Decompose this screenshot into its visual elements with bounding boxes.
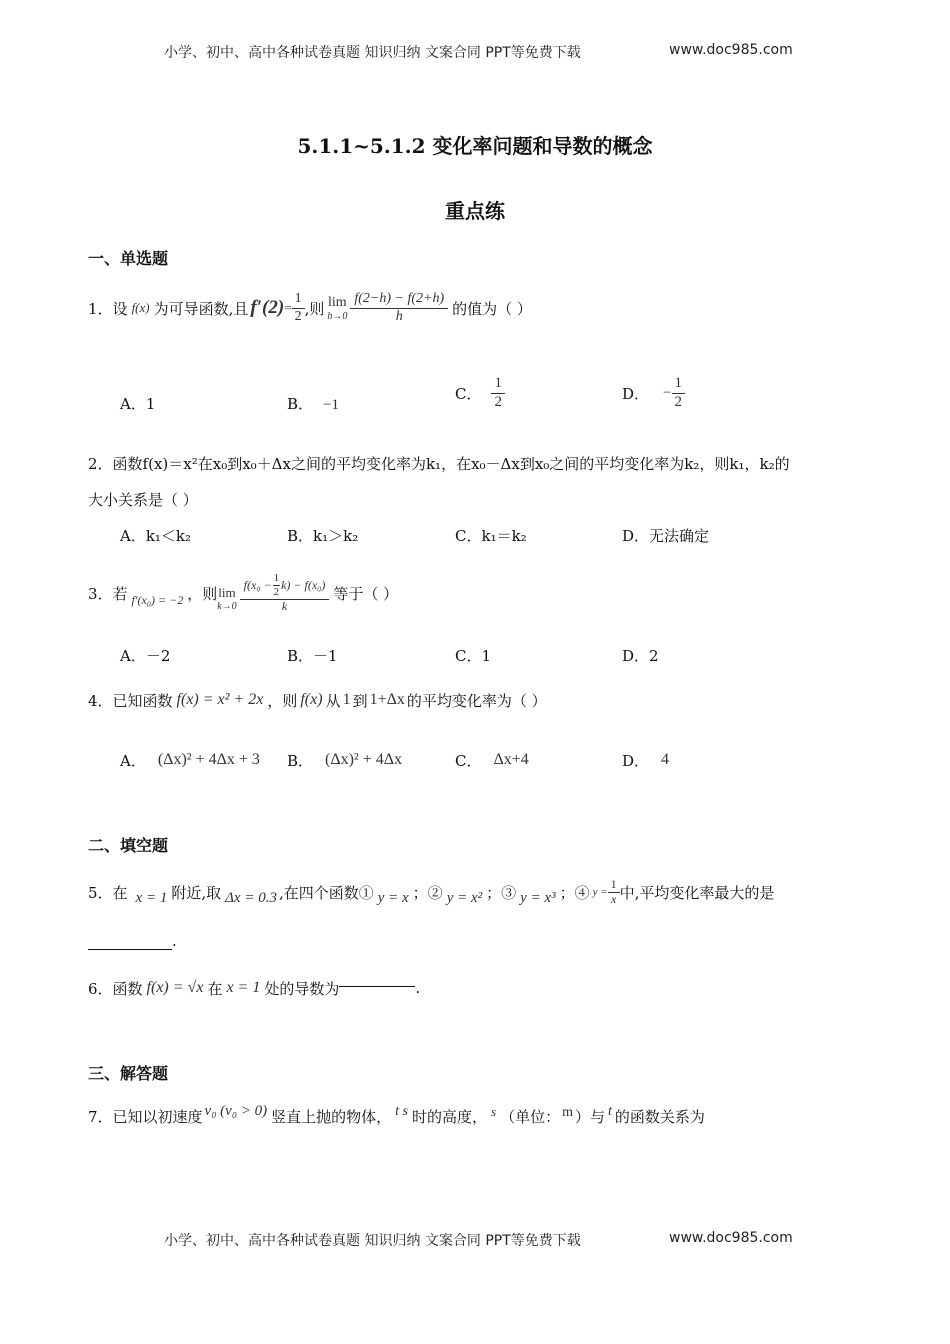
section-heading-fill-in: 二、填空题 [88, 836, 169, 855]
q7-s: s [491, 1104, 497, 1119]
q1-text: ,则 [304, 299, 325, 318]
q4-from: 1 [342, 691, 351, 708]
q1-limit [327, 295, 347, 322]
option-sign: − [663, 384, 672, 401]
q5-number: 5．在 [88, 883, 128, 902]
page-title: 5.1.1~5.1.2 变化率问题和导数的概念 [297, 134, 653, 158]
q1-half-num: 1 [292, 291, 305, 308]
q7-text: 竖直上抛的物体， [271, 1107, 392, 1126]
option-value: −1 [323, 397, 339, 413]
q3-num-part: k) − f(x₀) [281, 577, 326, 592]
q1-text: 为可导函数,且 [153, 299, 249, 318]
q3-option-c[interactable]: C．1 [455, 647, 492, 665]
q6-function: f(x) = √x [146, 979, 204, 996]
option-label: A． [120, 751, 146, 770]
option-value: 1 [145, 395, 156, 413]
q3-main-fraction [240, 572, 330, 613]
question-1 [88, 280, 532, 336]
q6-text: 在 [207, 979, 223, 998]
option-value: 4 [661, 751, 670, 768]
q1-half-den: 2 [294, 308, 302, 324]
q4-option-a[interactable] [120, 742, 260, 778]
q6-end: . [415, 979, 421, 997]
option-label: D． [622, 384, 650, 403]
fraction-num: 1 [273, 572, 280, 585]
option-fraction [491, 375, 505, 411]
option-label: D． [622, 751, 650, 770]
q2-option-c[interactable]: C．k₁＝k₂ [455, 527, 527, 545]
q1-option-c[interactable] [455, 370, 505, 416]
q1-main-fraction [350, 291, 448, 324]
q3-frac-den: k [281, 598, 288, 613]
fraction-num: 1 [491, 375, 505, 393]
q3-num-half [273, 572, 281, 598]
q7-text: ）与 [575, 1107, 606, 1126]
q7-number: 7．已知以初速度 [88, 1107, 203, 1126]
q4-option-c[interactable] [455, 742, 529, 778]
q3-lim: lim [218, 584, 236, 600]
q4-option-d[interactable] [622, 742, 669, 778]
option-value: Δx+4 [493, 751, 529, 768]
q1-frac-num: f(2−h) − f(2+h) [350, 291, 448, 308]
question-5 [88, 866, 774, 918]
q5-end: . [172, 932, 177, 950]
q4-option-b[interactable] [287, 742, 402, 778]
fraction-num: 1 [608, 878, 620, 893]
q1-half-fraction [292, 291, 305, 324]
q5-answer-line [88, 932, 177, 950]
q1-frac-den: h [395, 308, 403, 324]
q3-text: 等于（ ） [333, 584, 399, 603]
q2-option-d[interactable]: D．无法确定 [622, 527, 710, 545]
q5-text: 附近,取 [171, 883, 222, 902]
q7-unit: m [562, 1105, 573, 1120]
q1-equals: = [284, 300, 292, 315]
q7-text: 的函数关系为 [614, 1107, 705, 1126]
q5-f4-lhs: y = [592, 886, 608, 898]
option-fraction [672, 375, 686, 411]
question-4 [88, 680, 547, 720]
option-value: (Δx)² + 4Δx [325, 751, 403, 768]
fraction-den: x [610, 891, 617, 906]
q3-number: 3．若 [88, 584, 128, 603]
q3-text: ，则 [187, 584, 218, 603]
q5-text: ；② [412, 883, 443, 902]
q2-option-b[interactable]: B．k₁＞k₂ [287, 527, 359, 545]
fraction-num: 1 [672, 375, 686, 393]
q7-text: 时的高度， [412, 1107, 488, 1126]
section-heading-solution: 三、解答题 [88, 1064, 169, 1083]
q5-answer-blank[interactable] [88, 948, 172, 950]
q5-dx: Δx = 0.3 [225, 889, 277, 906]
q7-ts: t s [395, 1104, 409, 1119]
q2-option-a[interactable]: A．k₁＜k₂ [120, 527, 192, 545]
footer-text: 小学、初中、高中各种试卷真题 知识归纳 文案合同 PPT等免费下载 [164, 1233, 581, 1249]
q6-text: 处的导数为 [264, 979, 340, 998]
fraction-den: 2 [494, 393, 502, 410]
option-label: B． [287, 395, 314, 413]
q5-text: 中,平均变化率最大的是 [619, 883, 775, 902]
q1-text: 的值为（ ） [452, 299, 532, 318]
q6-answer-blank[interactable] [339, 985, 415, 987]
q7-v0: v₀ (v₀ > 0) [204, 1102, 268, 1119]
q3-option-d[interactable]: D．2 [622, 647, 659, 665]
q1-option-b[interactable] [287, 393, 339, 414]
q4-number: 4．已知函数 [88, 691, 173, 710]
q3-frac-num [240, 572, 330, 599]
header-text: 小学、初中、高中各种试卷真题 知识归纳 文案合同 PPT等免费下载 [164, 45, 581, 61]
question-2-line-2: 大小关系是（ ） [88, 491, 198, 509]
q7-t: t [608, 1104, 612, 1119]
q7-text: （单位： [500, 1107, 561, 1126]
q3-option-a[interactable]: A．－2 [120, 647, 171, 665]
option-label: C． [455, 751, 482, 770]
fraction-den: 2 [273, 586, 280, 599]
q4-function: f(x) = x² + 2x [176, 691, 264, 708]
fraction-den: 2 [674, 393, 682, 410]
q5-f2: y = x² [446, 889, 483, 906]
q5-text: ；③ [486, 883, 517, 902]
q1-fx: f(x) [131, 300, 150, 315]
q4-text: 到 [352, 691, 368, 710]
option-label: C． [455, 384, 482, 403]
q1-number: 1． [88, 299, 113, 318]
footer-website-link[interactable]: www.doc985.com [669, 1230, 793, 1246]
page-subtitle: 重点练 [445, 199, 505, 223]
q4-text: 从 [325, 691, 341, 710]
option-label: B． [287, 751, 314, 770]
q3-limit [217, 575, 236, 612]
q1-option-d[interactable] [622, 370, 685, 416]
option-value: (Δx)² + 4Δx + 3 [157, 751, 260, 768]
q3-lim-sub: k→0 [217, 600, 237, 612]
q4-text: ，则 [267, 691, 298, 710]
q5-text: ,在四个函数① [278, 883, 374, 902]
header-website-link[interactable]: www.doc985.com [669, 42, 793, 58]
q1-option-a[interactable] [120, 393, 155, 414]
q4-to: 1+Δx [369, 691, 405, 708]
q5-f1: y = x [377, 889, 409, 906]
q4-text: 的平均变化率为（ ） [406, 691, 547, 710]
q6-number: 6．函数 [88, 979, 143, 998]
option-label: A． [120, 395, 146, 413]
q1-text: 设 [112, 299, 128, 318]
q6-x1: x = 1 [226, 979, 261, 996]
question-6 [88, 968, 420, 1008]
q5-f4-fraction [608, 878, 620, 907]
q5-text: ；④ [559, 883, 590, 902]
q5-x1: x = 1 [135, 889, 168, 906]
q1-lim: lim [328, 294, 347, 310]
question-2-line-1: 2．函数f(x)＝x²在x₀到x₀＋Δx之间的平均变化率为k₁，在x₀－Δx到x₀之间的平均变化率为k₂，则k₁，k₂的 [88, 455, 790, 473]
question-3 [88, 560, 398, 626]
q3-option-b[interactable]: B．－1 [287, 647, 338, 665]
question-7 [88, 1094, 705, 1138]
section-heading-single-choice: 一、单选题 [88, 249, 169, 268]
q5-f3: y = x³ [520, 889, 556, 906]
q3-condition: f′(x₀) = −2 [131, 592, 184, 607]
q4-fx: f(x) [300, 691, 323, 708]
q1-fprime: f′(2) [250, 297, 285, 318]
q1-lim-sub: h→0 [327, 310, 348, 322]
q3-num-part: f(x₀ − [243, 577, 272, 592]
